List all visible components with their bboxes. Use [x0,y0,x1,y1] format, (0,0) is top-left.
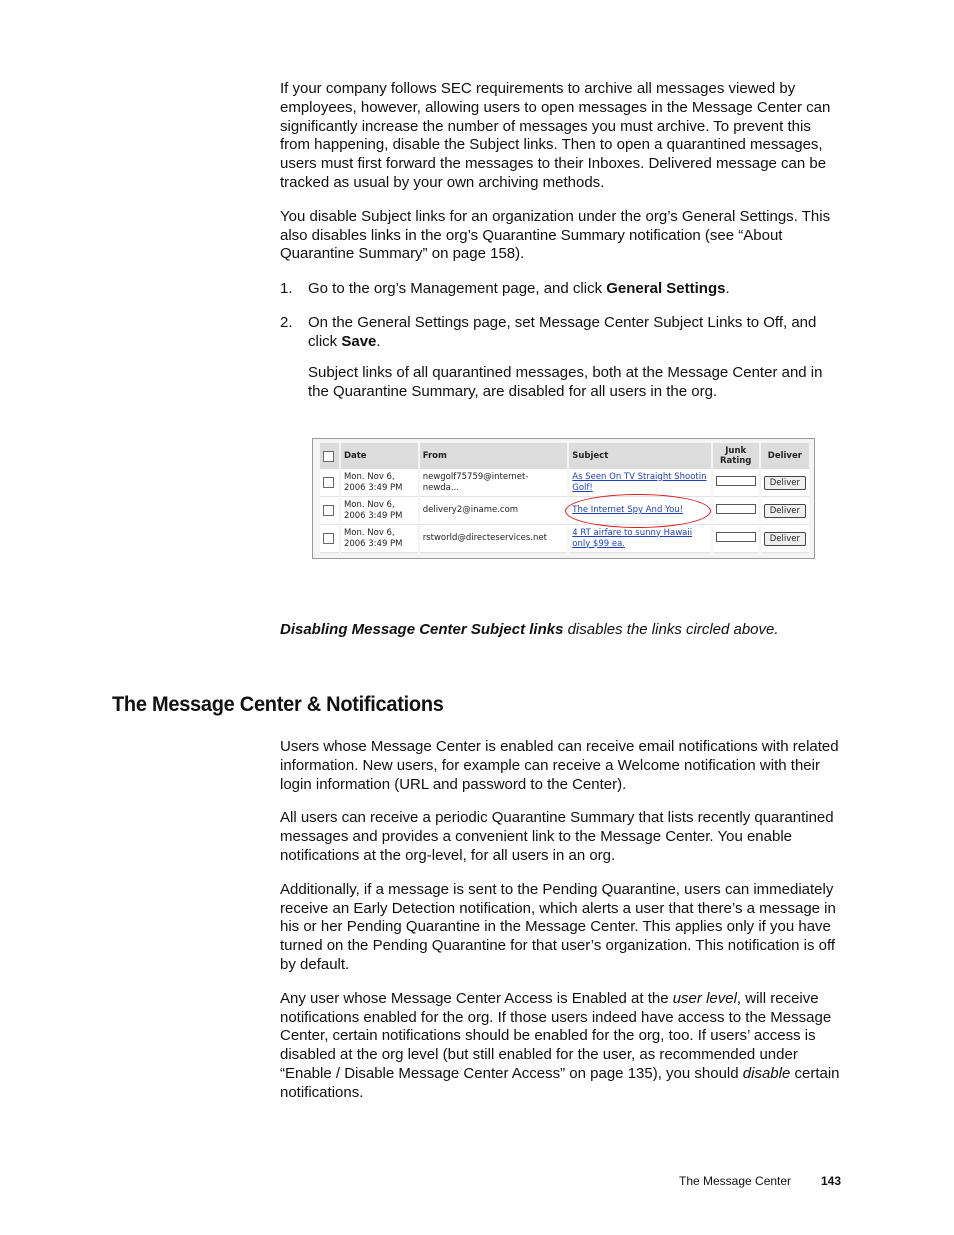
subject-link[interactable]: 4 RT airfare to sunny Hawaii only $99 ea. [572,527,693,549]
row-from: newgolf75759@internet-newda... [420,469,568,497]
section-paragraph-3: Additionally, if a message is sent to the Pending Quarantine, users can immediately receive an Early Detection notification, which alerts a user that there’s a message in his or her Pending Quarantine in the Message Center. This applies only if you have turned on the Pending Quarantine for that user’s organization. This notification is off by default. [280,880,836,973]
column-header-subject[interactable]: Subject [569,443,710,469]
notifications-section [280,738,842,1103]
select-all-cell [320,443,339,469]
step-number: 1. [280,280,293,297]
step-1: 1. Go to the org’s Management page, and click General Settings. [280,280,730,297]
highlight-circle [565,494,711,528]
step-text: Go to the org’s Management page, and click [308,280,607,297]
row-checkbox[interactable] [323,477,334,488]
row-from: rstworld@directeservices.net [420,525,568,553]
step-number: 2. [280,314,293,331]
subject-link[interactable]: The Internet Spy And You! [572,505,684,515]
table-row [320,469,809,497]
intro-paragraph-1: If your company follows SEC requirements to archive all messages viewed by employees, however, allowing users to open messages in the Message Center can significantly increase the number of messages you must archive. To prevent this from happening, disable the Subject links. Then to open a quarantined messages, users must first forward the messages to their Inboxes. Delivered message can be tracked as usual by your own archiving methods. [280,80,831,191]
deliver-button[interactable]: Deliver [764,476,806,490]
table-header-row [320,443,809,469]
row-checkbox[interactable] [323,533,334,544]
footer-chapter: The Message Center [679,1174,792,1188]
figure-caption [280,621,779,638]
section-paragraph-1: Users whose Message Center is enabled can receive email notifications with related information. New users, for example can receive a Welcome notification with their login information (URL and password to the Center). [280,738,839,793]
step-text: On the General Settings page, set Message Center Subject Links to Off, and click [308,314,817,350]
junk-rating-bar [716,532,756,542]
row-from: delivery2@iname.com [420,497,568,525]
subject-link[interactable]: As Seen On TV Straight Shootin Golf! [572,471,707,493]
quarantine-table [318,443,811,553]
footer-page-number: 143 [821,1174,842,1188]
section-paragraph-4: Any user whose Message Center Access is Enabled at the user level, will receive notifications enabled for the org. If those users indeed have access to the Message Center, certain notifications should be enabled for the org, too. If users’ access is disabled at the org level (but still enabled for the user, as recommended under “Enable / Disable Message Center Access” on page 135), you should disable certain notifications. [280,989,840,1101]
row-date: Mon. Nov 6, 2006 3:49 PM [341,469,418,497]
column-header-date[interactable]: Date [341,443,418,469]
row-date: Mon. Nov 6, 2006 3:49 PM [341,497,418,525]
step-bold: General Settings [606,280,726,297]
step-note: Subject links of all quarantined messages, both at the Message Center and in the Quarantine Summary, are disabled for all users in the org. [308,364,823,400]
message-center-screenshot [312,438,815,559]
section-heading: The Message Center & Notifications [112,692,444,716]
caption-text: disables the links circled above. [563,621,779,638]
caption-bold: Disabling Message Center Subject links [280,621,564,638]
row-date: Mon. Nov 6, 2006 3:49 PM [341,525,418,553]
select-all-checkbox[interactable] [323,451,334,462]
column-header-junk-rating[interactable]: Junk Rating [713,443,759,469]
table-row [320,525,809,553]
deliver-button[interactable]: Deliver [764,532,806,546]
steps-list [280,280,842,410]
intro-section [280,80,842,264]
step-bold: Save [341,332,377,350]
column-header-from[interactable]: From [420,443,568,469]
column-header-deliver: Deliver [761,443,809,469]
junk-rating-bar [716,476,756,486]
step-2: 2. On the General Settings page, set Message Center Subject Links to Off, and click Save. [280,314,817,350]
row-checkbox[interactable] [323,505,334,516]
section-paragraph-2: All users can receive a periodic Quarantine Summary that lists recently quarantined messages and provides a convenient link to the Message Center. You enable notifications at the org-level, for all users in an org. [280,809,834,864]
deliver-button[interactable]: Deliver [764,504,806,518]
junk-rating-bar [716,504,756,514]
intro-paragraph-2: You disable Subject links for an organization under the org’s General Settings. This also disables links in the org’s Quarantine Summary notification (see “About Quarantine Summary” on page 158). [280,207,831,263]
